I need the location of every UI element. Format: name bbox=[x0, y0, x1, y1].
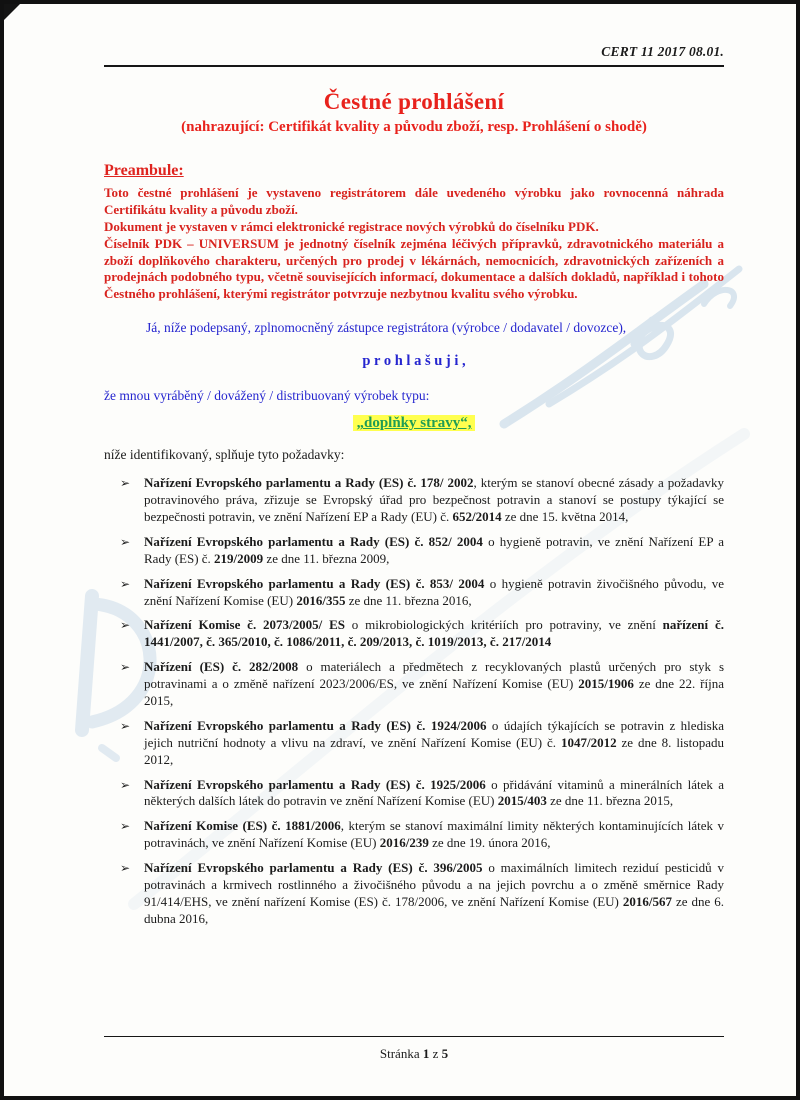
declaration-follow: níže identifikovaný, splňuje tyto požadavky: bbox=[104, 447, 345, 463]
requirement-text: Nařízení Komise (ES) č. 1881/2006, kterým se stanoví maximální limity některých kontaminujících látek v potravinách, ve znění Nařízení Komise (EU) 2016/239 ze dne 19. února 2016, bbox=[144, 818, 724, 851]
header-rule bbox=[104, 65, 724, 67]
preamble-heading: Preambule: bbox=[104, 162, 184, 179]
requirement-item bbox=[104, 777, 724, 811]
scan-corner-artifact bbox=[4, 4, 20, 20]
requirements-list bbox=[104, 475, 724, 927]
preamble-paragraph: Číselník PDK – UNIVERSUM je jednotný číselník zejména léčivých přípravků, zdravotnického materiálu a zboží doplňkového charakteru, určených pro prodej v lékárnách, nemocnicích, zdravotnických zařízeních a prodejnách podobného typu, včetně souvisejících informací, dokumentace a dalších dokladů, například i tohoto Čestného prohlášení, kterými registrátor potvrzuje nezbytnou kvalitu svého výrobku. bbox=[104, 235, 724, 302]
requirement-item bbox=[104, 818, 724, 852]
requirement-item bbox=[104, 534, 724, 568]
arrow-bullet-icon: ➢ bbox=[120, 777, 131, 792]
page-number-total: 5 bbox=[441, 1046, 449, 1061]
page-title: Čestné prohlášení bbox=[323, 89, 505, 114]
preamble-body bbox=[104, 185, 724, 303]
declaration-verb: p r o h l a š u j i , bbox=[362, 353, 466, 370]
requirement-text: Nařízení Evropského parlamentu a Rady (ES) č. 1924/2006 o údajích týkajících se potravin z hlediska jejich nutriční hodnoty a vlivu na zdraví, ve znění Nařízení Komise (EU) č. 1047/2012 ze dne 8. listopadu 2012, bbox=[144, 717, 725, 767]
requirement-item bbox=[104, 475, 724, 526]
requirement-item bbox=[104, 860, 724, 928]
requirement-text: Nařízení Evropského parlamentu a Rady (ES) č. 1925/2006 o přidávání vitaminů a minerálních látek a některých dalších látek do potravin ve znění Nařízení Komise (EU) 2015/403 ze dne 11. března 2015, bbox=[144, 776, 725, 809]
requirement-text: Nařízení (ES) č. 282/2008 o materiálech a předmětech z recyklovaných plastů určených pro styk s potravinami a o změně nařízení 2023/2006/ES, ve znění Nařízení Komise (EU) 2015/1906 ze dne 22. října 2015, bbox=[144, 659, 725, 709]
preamble-paragraph: Toto čestné prohlášení je vystaveno registrátorem dále uvedeného výrobku jako rovnocenná náhrada Certifikátu kvality a původu zboží. bbox=[104, 185, 724, 217]
requirement-text: Nařízení Komise č. 2073/2005/ ES o mikrobiologických kritériích pro potraviny, ve znění nařízení č. 1441/2007, č. 365/2010, č. 1086/2011, č. 209/2013, č. 1019/2013, č. 217/2014 bbox=[144, 617, 724, 650]
arrow-bullet-icon: ➢ bbox=[120, 534, 131, 549]
page-number-label: Stránka bbox=[379, 1046, 423, 1061]
requirement-text: Nařízení Evropského parlamentu a Rady (ES) č. 853/ 2004 o hygieně potravin živočišného původu, ve znění Nařízení Komise (EU) 2016/355 ze dne 11. března 2016, bbox=[144, 575, 725, 608]
declaration-intro: Já, níže podepsaný, zplnomocněný zástupce registrátora (výrobce / dodavatel / dovozce), bbox=[146, 320, 627, 336]
page-subtitle: (nahrazující: Certifikát kvality a původu zboží, resp. Prohlášení o shodě) bbox=[181, 119, 647, 135]
arrow-bullet-icon: ➢ bbox=[120, 819, 131, 834]
preamble-paragraph: Dokument je vystaven v rámci elektronické registrace nových výrobků do číselníku PDK. bbox=[104, 218, 599, 234]
requirement-item bbox=[104, 576, 724, 610]
requirement-item bbox=[104, 659, 724, 710]
document-content bbox=[4, 4, 796, 928]
requirement-item bbox=[104, 718, 724, 769]
requirement-text: Nařízení Evropského parlamentu a Rady (ES) č. 852/ 2004 o hygieně potravin, ve znění Nařízení EP a Rady (ES) č. 219/2009 ze dne 11. března 2009, bbox=[144, 533, 725, 566]
page-number-of: z bbox=[429, 1046, 442, 1061]
requirement-text: Nařízení Evropského parlamentu a Rady (ES) č. 178/ 2002, kterým se stanoví obecné zásady a požadavky potravinového práva, zřizuje se Evropský úřad pro bezpečnost potravin a stanoví se postupy týkající se bezpečnosti potravin, ve znění Nařízení EP a Rady (EU) č. 652/2014 ze dne 15. května 2014, bbox=[144, 475, 725, 525]
requirement-text: Nařízení Evropského parlamentu a Rady (ES) č. 396/2005 o maximálních limitech reziduí pesticidů v potravinách a krmivech rostlinného a živočišného původu a na jejich povrchu a o změně směrnice Rady 91/414/EHS, ve znění nařízení Komise (ES) č. 178/2006, ve znění Nařízení Komise (EU) 2016/567 ze dne 6. dubna 2016, bbox=[144, 860, 725, 926]
arrow-bullet-icon: ➢ bbox=[120, 618, 131, 633]
arrow-bullet-icon: ➢ bbox=[120, 660, 131, 675]
page-number bbox=[104, 1046, 724, 1062]
arrow-bullet-icon: ➢ bbox=[120, 476, 131, 491]
page-number-current: 1 bbox=[422, 1046, 430, 1061]
highlighted-term: „doplňky stravy“, bbox=[353, 415, 474, 431]
document-code: CERT 11 2017 08.01. bbox=[601, 44, 724, 59]
page-footer bbox=[104, 1036, 724, 1062]
arrow-bullet-icon: ➢ bbox=[120, 718, 131, 733]
highlighted-term-line bbox=[104, 414, 724, 432]
requirement-item bbox=[104, 617, 724, 651]
footer-rule bbox=[104, 1036, 724, 1037]
arrow-bullet-icon: ➢ bbox=[120, 861, 131, 876]
declaration-product-line: že mnou vyráběný / dovážený / distribuovaný výrobek typu: bbox=[104, 388, 430, 404]
arrow-bullet-icon: ➢ bbox=[120, 576, 131, 591]
